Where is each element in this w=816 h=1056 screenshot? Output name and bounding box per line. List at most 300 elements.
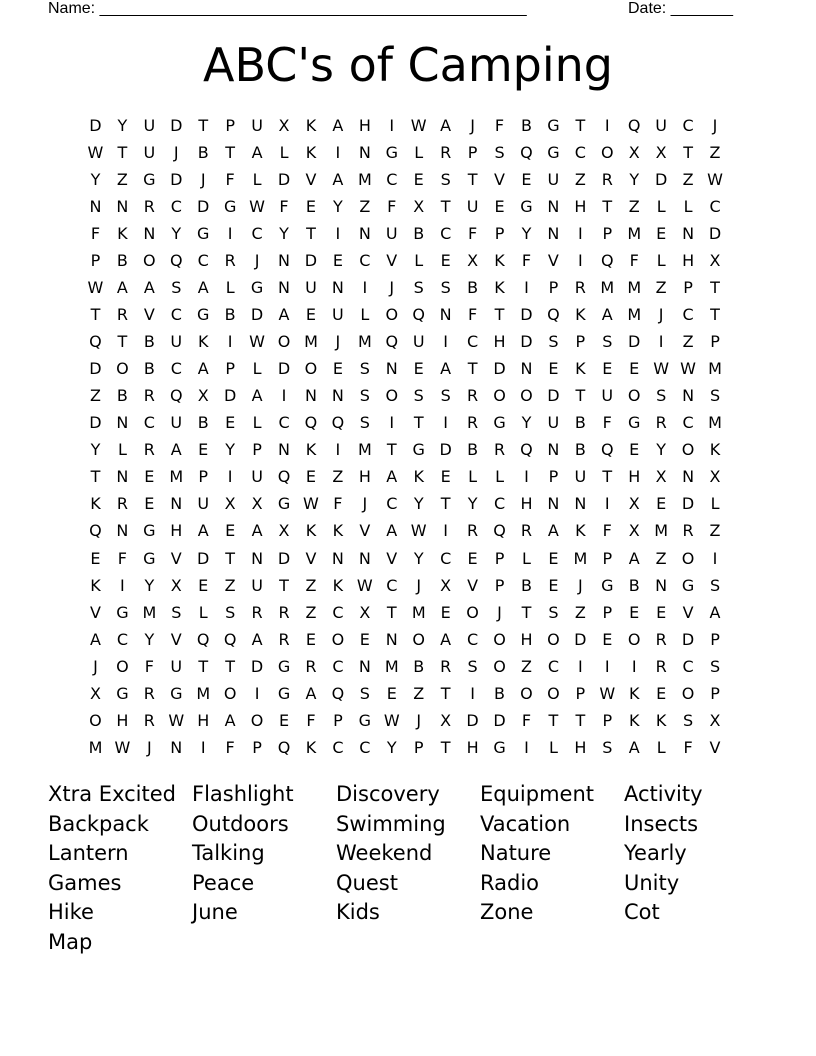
grid-letter[interactable]: U: [601, 386, 614, 406]
grid-letter[interactable]: M: [357, 332, 372, 352]
grid-letter[interactable]: I: [577, 251, 583, 271]
grid-letter[interactable]: Q: [304, 413, 318, 433]
grid-letter[interactable]: V: [89, 602, 101, 622]
grid-letter[interactable]: C: [170, 197, 182, 217]
grid-letter[interactable]: E: [359, 629, 370, 649]
grid-letter[interactable]: T: [225, 656, 236, 676]
grid-letter[interactable]: V: [386, 251, 398, 271]
grid-letter[interactable]: T: [494, 305, 505, 325]
grid-letter[interactable]: V: [494, 170, 505, 190]
grid-letter[interactable]: E: [413, 170, 424, 190]
grid-letter[interactable]: P: [494, 575, 505, 595]
grid-letter[interactable]: E: [440, 467, 451, 487]
grid-letter[interactable]: R: [574, 278, 586, 298]
grid-letter[interactable]: C: [682, 656, 694, 676]
grid-letter[interactable]: U: [197, 494, 210, 514]
grid-letter[interactable]: R: [251, 602, 263, 622]
grid-letter[interactable]: G: [277, 494, 291, 514]
grid-letter[interactable]: V: [305, 548, 317, 568]
grid-letter[interactable]: N: [278, 251, 291, 271]
grid-letter[interactable]: O: [331, 629, 345, 649]
grid-letter[interactable]: T: [683, 143, 693, 163]
grid-letter[interactable]: B: [467, 440, 479, 460]
grid-letter[interactable]: H: [520, 494, 533, 514]
grid-letter[interactable]: T: [710, 278, 720, 298]
grid-letter[interactable]: J: [254, 251, 260, 271]
grid-letter[interactable]: G: [170, 683, 183, 703]
grid-letter[interactable]: I: [524, 278, 529, 298]
grid-letter[interactable]: M: [384, 656, 399, 676]
grid-letter[interactable]: Y: [144, 575, 155, 595]
grid-letter[interactable]: P: [225, 359, 235, 379]
grid-letter[interactable]: G: [681, 575, 695, 595]
grid-letter[interactable]: E: [629, 440, 640, 460]
grid-letter[interactable]: K: [197, 332, 209, 352]
grid-letter[interactable]: J: [389, 278, 395, 298]
grid-letter[interactable]: Z: [305, 602, 317, 622]
grid-letter[interactable]: R: [467, 521, 479, 541]
grid-letter[interactable]: C: [116, 629, 128, 649]
grid-letter[interactable]: B: [224, 305, 236, 325]
grid-letter[interactable]: S: [225, 602, 236, 622]
grid-letter[interactable]: A: [278, 305, 290, 325]
grid-letter[interactable]: K: [90, 494, 101, 514]
grid-letter[interactable]: G: [628, 413, 641, 433]
grid-letter[interactable]: L: [656, 197, 666, 217]
grid-letter[interactable]: Q: [223, 629, 237, 649]
grid-letter[interactable]: F: [90, 224, 101, 244]
grid-letter[interactable]: J: [146, 737, 152, 757]
grid-letter[interactable]: P: [90, 251, 101, 271]
grid-letter[interactable]: Q: [412, 305, 426, 325]
grid-letter[interactable]: M: [708, 359, 722, 379]
grid-letter[interactable]: Q: [627, 116, 641, 135]
grid-letter[interactable]: Y: [413, 494, 424, 514]
grid-letter[interactable]: T: [548, 710, 559, 730]
grid-letter[interactable]: G: [547, 143, 560, 163]
grid-letter[interactable]: Q: [169, 251, 183, 271]
grid-letter[interactable]: A: [251, 521, 263, 541]
grid-letter[interactable]: V: [170, 629, 182, 649]
grid-letter[interactable]: E: [225, 521, 236, 541]
grid-letter[interactable]: S: [359, 359, 370, 379]
grid-letter[interactable]: T: [440, 737, 451, 757]
grid-letter[interactable]: Q: [385, 332, 399, 352]
grid-letter[interactable]: R: [143, 710, 155, 730]
name-field-label[interactable]: Name: ________________________________________________: [48, 0, 527, 17]
grid-letter[interactable]: Z: [628, 197, 640, 217]
grid-letter[interactable]: D: [170, 116, 183, 135]
grid-letter[interactable]: X: [359, 602, 371, 622]
grid-letter[interactable]: X: [709, 251, 721, 271]
grid-letter[interactable]: J: [416, 575, 422, 595]
grid-letter[interactable]: U: [655, 116, 668, 135]
grid-letter[interactable]: C: [682, 305, 694, 325]
grid-letter[interactable]: B: [116, 386, 128, 406]
grid-letter[interactable]: T: [521, 602, 532, 622]
grid-letter[interactable]: O: [493, 386, 506, 406]
grid-letter[interactable]: A: [386, 467, 398, 487]
grid-letter[interactable]: I: [389, 116, 395, 135]
grid-letter[interactable]: P: [602, 602, 613, 622]
grid-letter[interactable]: X: [413, 197, 425, 217]
grid-letter[interactable]: V: [467, 575, 479, 595]
grid-letter[interactable]: J: [173, 143, 179, 163]
grid-letter[interactable]: T: [198, 116, 209, 135]
grid-letter[interactable]: E: [521, 170, 532, 190]
grid-letter[interactable]: N: [547, 197, 560, 217]
grid-letter[interactable]: Y: [90, 170, 101, 190]
grid-letter[interactable]: C: [170, 359, 182, 379]
grid-letter[interactable]: S: [709, 656, 721, 676]
grid-letter[interactable]: X: [467, 251, 479, 271]
grid-letter[interactable]: A: [386, 521, 398, 541]
grid-letter[interactable]: L: [414, 251, 424, 271]
grid-letter[interactable]: N: [385, 359, 398, 379]
grid-letter[interactable]: E: [656, 494, 667, 514]
grid-letter[interactable]: H: [358, 116, 371, 135]
grid-letter[interactable]: Y: [521, 224, 532, 244]
grid-letter[interactable]: B: [520, 575, 532, 595]
grid-letter[interactable]: X: [224, 494, 236, 514]
grid-letter[interactable]: V: [359, 521, 371, 541]
grid-letter[interactable]: A: [305, 683, 317, 703]
grid-letter[interactable]: K: [575, 305, 586, 325]
grid-letter[interactable]: H: [358, 467, 371, 487]
grid-letter[interactable]: R: [224, 251, 236, 271]
grid-letter[interactable]: F: [333, 494, 343, 514]
grid-letter[interactable]: M: [357, 170, 372, 190]
grid-letter[interactable]: R: [467, 386, 479, 406]
grid-letter[interactable]: U: [574, 467, 587, 487]
grid-letter[interactable]: D: [466, 710, 479, 730]
grid-letter[interactable]: X: [278, 521, 290, 541]
grid-letter[interactable]: L: [495, 467, 504, 487]
grid-letter[interactable]: L: [279, 143, 289, 163]
grid-letter[interactable]: X: [628, 143, 640, 163]
grid-letter[interactable]: P: [333, 710, 343, 730]
grid-letter[interactable]: S: [709, 575, 721, 595]
grid-letter[interactable]: M: [654, 521, 669, 541]
grid-letter[interactable]: U: [251, 116, 263, 135]
grid-letter[interactable]: N: [116, 467, 129, 487]
grid-letter[interactable]: C: [682, 116, 694, 135]
grid-letter[interactable]: A: [709, 602, 721, 622]
grid-letter[interactable]: F: [225, 737, 235, 757]
grid-letter[interactable]: A: [440, 359, 452, 379]
grid-letter[interactable]: D: [654, 170, 668, 190]
grid-letter[interactable]: U: [170, 332, 183, 352]
grid-letter[interactable]: C: [709, 197, 721, 217]
grid-letter[interactable]: B: [197, 143, 209, 163]
grid-letter[interactable]: H: [574, 737, 587, 757]
grid-letter[interactable]: J: [200, 170, 206, 190]
grid-letter[interactable]: N: [520, 359, 533, 379]
grid-letter[interactable]: U: [385, 224, 398, 244]
grid-letter[interactable]: C: [386, 494, 398, 514]
grid-letter[interactable]: A: [601, 305, 613, 325]
grid-letter[interactable]: V: [709, 737, 721, 757]
grid-letter[interactable]: N: [331, 386, 344, 406]
grid-letter[interactable]: G: [385, 143, 398, 163]
date-field-label[interactable]: Date: _______: [628, 0, 733, 17]
grid-letter[interactable]: T: [467, 359, 478, 379]
grid-letter[interactable]: E: [332, 359, 343, 379]
grid-letter[interactable]: R: [143, 386, 155, 406]
grid-letter[interactable]: D: [197, 197, 210, 217]
grid-letter[interactable]: D: [520, 305, 533, 325]
grid-letter[interactable]: H: [682, 251, 695, 271]
grid-letter[interactable]: F: [117, 548, 127, 568]
grid-letter[interactable]: T: [225, 548, 236, 568]
grid-letter[interactable]: G: [358, 710, 372, 730]
grid-letter[interactable]: U: [251, 575, 263, 595]
grid-letter[interactable]: K: [117, 224, 128, 244]
grid-letter[interactable]: X: [628, 521, 640, 541]
grid-letter[interactable]: X: [170, 575, 182, 595]
grid-letter[interactable]: A: [116, 278, 128, 298]
grid-letter[interactable]: P: [710, 629, 720, 649]
grid-letter[interactable]: H: [520, 629, 533, 649]
grid-letter[interactable]: C: [440, 548, 452, 568]
grid-letter[interactable]: K: [628, 710, 640, 730]
grid-letter[interactable]: K: [305, 116, 317, 135]
grid-letter[interactable]: N: [116, 521, 129, 541]
grid-letter[interactable]: F: [387, 197, 397, 217]
grid-letter[interactable]: W: [653, 359, 670, 379]
grid-letter[interactable]: B: [197, 413, 209, 433]
grid-letter[interactable]: J: [416, 710, 422, 730]
grid-letter[interactable]: L: [468, 467, 478, 487]
grid-letter[interactable]: E: [90, 548, 101, 568]
grid-letter[interactable]: K: [305, 143, 317, 163]
grid-letter[interactable]: X: [655, 143, 667, 163]
grid-letter[interactable]: C: [467, 629, 479, 649]
grid-letter[interactable]: B: [413, 656, 425, 676]
grid-letter[interactable]: T: [386, 602, 397, 622]
grid-letter[interactable]: C: [547, 656, 559, 676]
grid-letter[interactable]: J: [335, 332, 341, 352]
grid-letter[interactable]: N: [170, 737, 183, 757]
grid-letter[interactable]: O: [627, 386, 641, 406]
grid-letter[interactable]: C: [467, 332, 479, 352]
grid-letter[interactable]: D: [223, 386, 237, 406]
grid-letter[interactable]: C: [574, 143, 586, 163]
grid-letter[interactable]: C: [278, 413, 290, 433]
grid-letter[interactable]: D: [89, 413, 102, 433]
grid-letter[interactable]: V: [170, 548, 182, 568]
grid-letter[interactable]: Q: [277, 737, 291, 757]
grid-letter[interactable]: Y: [279, 224, 289, 244]
grid-letter[interactable]: I: [604, 656, 610, 676]
grid-letter[interactable]: E: [386, 683, 397, 703]
grid-letter[interactable]: Q: [600, 251, 614, 271]
grid-letter[interactable]: S: [602, 332, 613, 352]
grid-letter[interactable]: T: [225, 143, 236, 163]
grid-letter[interactable]: O: [385, 305, 399, 325]
grid-letter[interactable]: V: [547, 251, 559, 271]
grid-letter[interactable]: C: [197, 251, 209, 271]
grid-letter[interactable]: N: [358, 548, 371, 568]
grid-letter[interactable]: O: [547, 683, 560, 703]
grid-letter[interactable]: R: [278, 602, 290, 622]
grid-letter[interactable]: P: [252, 737, 262, 757]
grid-letter[interactable]: R: [493, 440, 506, 460]
grid-letter[interactable]: V: [305, 170, 317, 190]
grid-letter[interactable]: A: [197, 359, 209, 379]
grid-letter[interactable]: S: [494, 143, 505, 163]
grid-letter[interactable]: D: [304, 251, 318, 271]
grid-letter[interactable]: D: [681, 629, 695, 649]
grid-letter[interactable]: G: [116, 602, 129, 622]
grid-letter[interactable]: A: [224, 710, 236, 730]
grid-letter[interactable]: Z: [709, 143, 721, 163]
grid-letter[interactable]: D: [277, 170, 291, 190]
grid-letter[interactable]: W: [114, 737, 131, 757]
grid-letter[interactable]: I: [362, 278, 368, 298]
grid-letter[interactable]: A: [170, 440, 182, 460]
grid-letter[interactable]: Z: [520, 656, 532, 676]
grid-letter[interactable]: D: [628, 332, 641, 352]
grid-letter[interactable]: P: [602, 224, 613, 244]
grid-letter[interactable]: O: [223, 683, 237, 703]
grid-letter[interactable]: K: [628, 683, 640, 703]
grid-letter[interactable]: G: [277, 683, 291, 703]
grid-letter[interactable]: A: [89, 629, 101, 649]
grid-letter[interactable]: Y: [467, 494, 478, 514]
grid-letter[interactable]: X: [440, 710, 452, 730]
grid-letter[interactable]: N: [385, 629, 398, 649]
grid-letter[interactable]: C: [682, 413, 694, 433]
grid-letter[interactable]: B: [143, 359, 155, 379]
grid-letter[interactable]: E: [305, 467, 317, 487]
grid-letter[interactable]: H: [197, 710, 210, 730]
grid-letter[interactable]: X: [440, 575, 452, 595]
grid-letter[interactable]: N: [682, 224, 695, 244]
grid-letter[interactable]: O: [250, 710, 264, 730]
grid-letter[interactable]: W: [383, 710, 400, 730]
grid-letter[interactable]: N: [358, 224, 371, 244]
grid-letter[interactable]: A: [440, 116, 452, 135]
grid-letter[interactable]: K: [305, 440, 317, 460]
grid-letter[interactable]: R: [520, 521, 533, 541]
grid-letter[interactable]: D: [708, 224, 722, 244]
grid-letter[interactable]: A: [440, 629, 452, 649]
grid-letter[interactable]: P: [413, 737, 424, 757]
grid-letter[interactable]: T: [575, 116, 586, 135]
grid-letter[interactable]: Z: [682, 170, 694, 190]
grid-letter[interactable]: P: [575, 332, 586, 352]
grid-letter[interactable]: D: [250, 656, 264, 676]
grid-letter[interactable]: G: [143, 170, 156, 190]
grid-letter[interactable]: I: [443, 521, 449, 541]
grid-letter[interactable]: W: [249, 197, 265, 217]
grid-letter[interactable]: M: [627, 224, 642, 244]
grid-letter[interactable]: D: [574, 629, 587, 649]
grid-letter[interactable]: O: [89, 710, 102, 730]
grid-letter[interactable]: I: [631, 656, 637, 676]
grid-letter[interactable]: P: [494, 224, 505, 244]
grid-letter[interactable]: E: [305, 197, 317, 217]
grid-letter[interactable]: H: [116, 710, 129, 730]
grid-letter[interactable]: G: [116, 683, 129, 703]
grid-letter[interactable]: J: [658, 305, 664, 325]
grid-letter[interactable]: E: [629, 359, 640, 379]
grid-letter[interactable]: P: [602, 710, 613, 730]
grid-letter[interactable]: E: [305, 305, 317, 325]
grid-letter[interactable]: Y: [144, 629, 155, 649]
grid-letter[interactable]: I: [577, 224, 583, 244]
grid-letter[interactable]: X: [709, 710, 721, 730]
grid-letter[interactable]: P: [575, 683, 586, 703]
grid-letter[interactable]: S: [602, 737, 613, 757]
grid-letter[interactable]: U: [143, 143, 156, 163]
grid-letter[interactable]: G: [197, 305, 210, 325]
grid-letter[interactable]: J: [497, 602, 502, 622]
grid-letter[interactable]: L: [683, 197, 693, 217]
grid-letter[interactable]: F: [521, 710, 532, 730]
grid-letter[interactable]: T: [413, 413, 424, 433]
grid-letter[interactable]: Y: [225, 440, 236, 460]
grid-letter[interactable]: F: [279, 197, 289, 217]
grid-letter[interactable]: D: [681, 494, 695, 514]
grid-letter[interactable]: Y: [333, 197, 343, 217]
grid-letter[interactable]: P: [710, 683, 720, 703]
grid-letter[interactable]: L: [710, 494, 720, 514]
grid-letter[interactable]: R: [682, 521, 694, 541]
grid-letter[interactable]: L: [198, 602, 208, 622]
grid-letter[interactable]: R: [143, 440, 155, 460]
grid-letter[interactable]: Q: [277, 467, 291, 487]
grid-letter[interactable]: I: [658, 332, 664, 352]
grid-letter[interactable]: K: [305, 737, 317, 757]
grid-letter[interactable]: T: [279, 575, 289, 595]
grid-letter[interactable]: K: [332, 521, 344, 541]
grid-letter[interactable]: R: [143, 197, 155, 217]
grid-letter[interactable]: G: [412, 440, 425, 460]
grid-letter[interactable]: U: [305, 278, 317, 298]
grid-letter[interactable]: S: [440, 170, 451, 190]
grid-letter[interactable]: E: [629, 602, 640, 622]
grid-letter[interactable]: X: [278, 116, 290, 135]
grid-letter[interactable]: D: [89, 359, 102, 379]
grid-letter[interactable]: W: [87, 278, 104, 298]
grid-letter[interactable]: O: [681, 440, 695, 460]
grid-letter[interactable]: U: [332, 305, 344, 325]
grid-letter[interactable]: I: [470, 683, 475, 703]
grid-letter[interactable]: Q: [493, 521, 506, 541]
grid-letter[interactable]: E: [494, 197, 505, 217]
grid-letter[interactable]: F: [602, 521, 612, 541]
grid-letter[interactable]: C: [332, 602, 344, 622]
grid-letter[interactable]: C: [332, 656, 344, 676]
grid-letter[interactable]: Q: [331, 683, 345, 703]
grid-letter[interactable]: M: [627, 278, 642, 298]
grid-letter[interactable]: F: [494, 116, 505, 135]
grid-letter[interactable]: B: [628, 575, 640, 595]
grid-letter[interactable]: Y: [386, 737, 397, 757]
grid-letter[interactable]: S: [440, 386, 451, 406]
grid-letter[interactable]: S: [548, 602, 559, 622]
grid-letter[interactable]: I: [712, 548, 718, 568]
grid-letter[interactable]: I: [443, 332, 449, 352]
grid-letter[interactable]: B: [574, 413, 586, 433]
grid-letter[interactable]: Z: [709, 521, 721, 541]
grid-letter[interactable]: E: [440, 602, 451, 622]
grid-letter[interactable]: C: [440, 224, 452, 244]
grid-letter[interactable]: K: [575, 521, 586, 541]
grid-letter[interactable]: N: [547, 224, 560, 244]
